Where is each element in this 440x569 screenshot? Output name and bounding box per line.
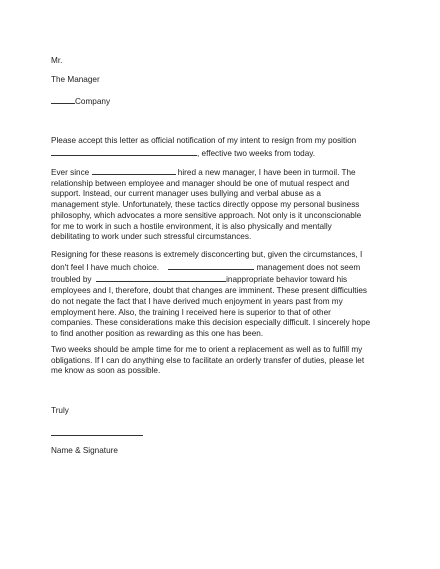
text-line: debilitating to work under such stressful circumstances.	[51, 232, 252, 242]
recipient-title: The Manager	[51, 75, 100, 84]
text-line: management style. Unfortunately, these tactics directly oppose my personal business	[51, 200, 360, 210]
text-line: do not negate the fact that I have derived much enjoyment in years past from my	[51, 296, 343, 306]
signature-label: Name & Signature	[51, 446, 118, 455]
text-line: for me to work in such a hostile environment, it is also physically and mentally	[51, 221, 332, 231]
text-line: philosophy, which advocates a more sensitive approach. Not only is it unconscionable	[51, 210, 362, 220]
paragraph-transition	[51, 345, 386, 377]
position-blank	[51, 147, 197, 156]
text-line: support. Instead, our current manager uses bullying and verbal abuse as a	[51, 189, 321, 199]
text-line: employees and I, therefore, doubt that changes are imminent. These present difficulties	[51, 286, 368, 296]
company-name-blank	[92, 166, 176, 175]
manager-blank	[96, 273, 226, 282]
text-line: Two weeks should be ample time for me to orient a replacement as well as to fulfill my	[51, 345, 363, 354]
company-label: Company	[75, 97, 111, 106]
recipient-company	[51, 95, 386, 108]
text-line: obligations. If I can do anything else to facilitate an orderly transfer of duties, please let	[51, 355, 365, 365]
text-line: to find another position as rewarding as this one has been.	[51, 328, 264, 338]
text-line: employment here. Also, the training I received here is superior to that of other	[51, 307, 331, 317]
paragraph-circumstances	[51, 250, 386, 340]
text-line: Ever since hired a new manager, I have been in turmoil. The	[51, 168, 356, 177]
manager-name-blank	[168, 261, 254, 270]
text-line: Please accept this letter as official notification of my intent to resign from my position	[51, 136, 357, 145]
closing: Truly	[51, 406, 69, 415]
text-line: , effective two weeks from today.	[51, 147, 386, 160]
text-line: me know as soon as possible.	[51, 366, 161, 376]
paragraph-notification	[51, 136, 386, 159]
paragraph-reason	[51, 166, 386, 243]
text-line: don't feel I have much choice. management does not seem	[51, 262, 361, 272]
signature-line	[51, 435, 143, 436]
company-blank	[51, 95, 75, 104]
text-line: relationship between employee and manager should be one of mutual respect and	[51, 178, 350, 188]
text-line: companies. These considerations make this decision especially difficult. I sincerely hope	[51, 318, 371, 328]
salutation: Mr.	[51, 56, 63, 65]
text-line: troubled by inappropriate behavior toward his	[51, 275, 348, 285]
text-line: Resigning for these reasons is extremely disconcerting but, given the circumstances, I	[51, 250, 363, 259]
